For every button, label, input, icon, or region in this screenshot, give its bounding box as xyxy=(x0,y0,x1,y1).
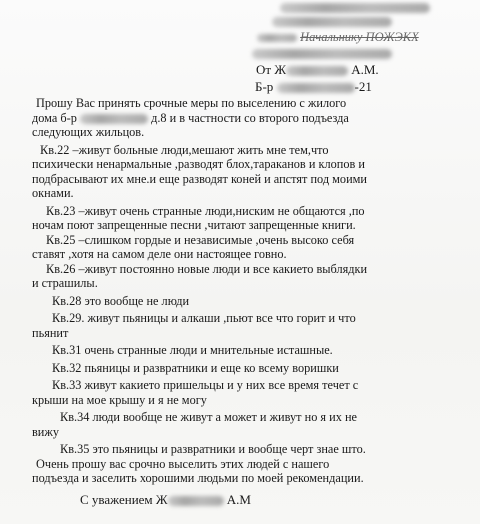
apartment-23: Кв.23 –живут очень странные люди,ниским не общаются ,по xyxy=(46,203,365,218)
apartment-26: Кв.26 –живут постоянно новые люди и все какието выблядки xyxy=(46,261,368,276)
paragraph: ставят ,хотя на самом деле они настоящее говно. xyxy=(32,247,287,261)
paragraph: подъезда и заселить хорошими людьми по моей рекомендации. xyxy=(32,471,364,485)
apartment-33: Кв.33 живут какието пришельцы и у них все время течет с xyxy=(52,378,359,392)
redacted-text xyxy=(280,3,430,13)
letter-body xyxy=(32,93,452,486)
apartment-22: Кв.22 –живут больные люди,мешают жить мне тем,что xyxy=(40,142,329,157)
paragraph: следующих жильцов. xyxy=(32,125,145,139)
paragraph xyxy=(32,111,452,126)
recipient-text: Начальнику ПОЖЭКХ xyxy=(300,30,419,44)
paragraph: ночам поют запрещенные песни ,читают запрещенные книги. xyxy=(32,218,356,232)
signature xyxy=(80,492,251,508)
redacted-recipient-line-1 xyxy=(280,0,430,15)
apartment-31: Кв.31 очень странные люди и мнительные исташные. xyxy=(52,343,333,357)
recipient-line xyxy=(257,30,419,45)
sender-initials: А.М. xyxy=(351,62,379,77)
house-suffix: д.8 и в частности со второго подъезда xyxy=(151,110,349,125)
redacted-recipient-line-2 xyxy=(272,14,392,29)
paragraph: Прошу Вас принять срочные меры по выселению с жилого xyxy=(36,96,347,110)
redacted-street xyxy=(80,114,148,124)
apartment-35: Кв.35 это пьяницы и развратники и вообще черт знае што. xyxy=(60,442,366,456)
paragraph: окнами. xyxy=(32,186,74,200)
paragraph: вижу xyxy=(32,424,60,439)
closing-request: Очень прошу вас срочно выселить этих людей с нашего xyxy=(36,456,330,471)
house-prefix: дома б-р xyxy=(32,110,77,125)
redacted-surname xyxy=(286,66,348,76)
apartment-34: Кв.34 люди вообще не живут а может и живут но я их не xyxy=(60,410,357,424)
sender-prefix: От Ж xyxy=(256,62,286,77)
paragraph: подбрасывают их мне.и еще разводят коней и апстят под моими xyxy=(32,171,368,186)
signature-initials: А.М xyxy=(226,492,251,507)
redacted-surname xyxy=(168,496,224,506)
paragraph: и страшилы. xyxy=(32,276,98,290)
paragraph: психически ненармальные ,разводят блох,тараканов и клопов и xyxy=(32,157,365,171)
redacted-recipient-line-3 xyxy=(252,46,392,61)
redacted-street xyxy=(277,83,355,93)
signature-prefix: С уважением Ж xyxy=(80,492,168,507)
address-suffix: -21 xyxy=(354,79,372,94)
apartment-32: Кв.32 пьяницы и развратники и еще ко всему воришки xyxy=(52,360,339,375)
paragraph: пьянит xyxy=(32,325,69,340)
redacted-text xyxy=(257,34,297,42)
apartment-29: Кв.29. живут пьяницы и алкаши ,пьют все что горит и что xyxy=(52,311,356,325)
address-prefix: Б-р xyxy=(255,79,274,94)
sender-line xyxy=(256,62,379,78)
apartment-25: Кв.25 –слишком гордые и независимые ,очень высоко себя xyxy=(46,232,355,247)
apartment-28: Кв.28 это вообще не люди xyxy=(52,293,190,308)
redacted-text xyxy=(252,49,392,59)
redacted-text xyxy=(272,17,392,27)
paragraph: крыши на мое крышу и я не могу xyxy=(32,392,207,407)
